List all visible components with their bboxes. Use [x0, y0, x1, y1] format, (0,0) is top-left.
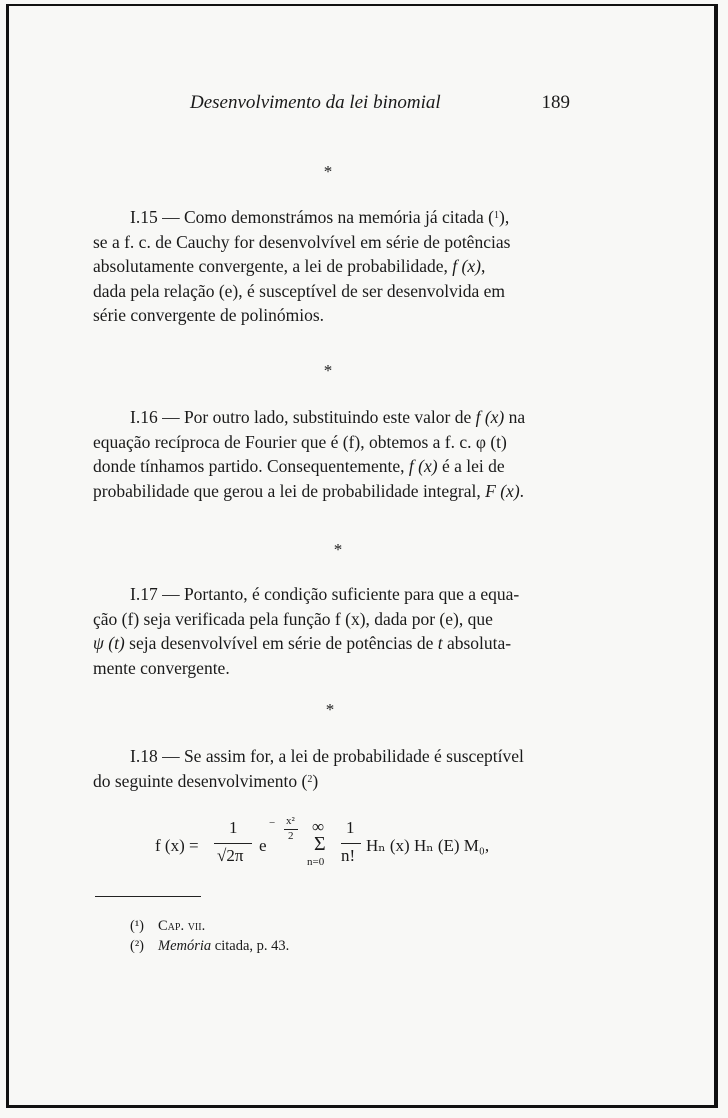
paragraph-i17: I.17 — Portanto, é condição suficiente para que a equa- ção (f) seja verificada pela função f (x), dada por (e), que ψ (t) seja desenvolvível em série de potências de t absoluta- mente convergente. [93, 584, 520, 678]
section-separator: * [333, 540, 343, 559]
page-border [6, 4, 718, 1108]
footnote-ref[interactable]: 1 [494, 210, 500, 221]
section-separator: * [323, 162, 333, 181]
section-separator: * [325, 700, 335, 719]
chapter-title: Desenvolvimento da lei binomial [190, 92, 441, 113]
page-number: 189 [541, 92, 570, 113]
footnote-1: (¹) Cap. vii. [130, 918, 206, 934]
paragraph-i16: I.16 — Por outro lado, substituindo este valor de f (x) na equação recíproca de Fourier que é (f), obtemos a f. c. φ (t) donde tínhamos partido. Consequentemente, f (x) é a lei de probabilidade que gerou a lei de probabilidade integral, F (x). [93, 407, 526, 501]
footnote-ref[interactable]: 2 [307, 773, 313, 785]
section-separator: * [323, 361, 333, 380]
paragraph-i18: I.18 — Se assim for, a lei de probabilidade é susceptível do seguinte desenvolvimento ($^2$) [93, 746, 524, 791]
paragraph-i15: I.15 — Como demonstrámos na memória já citada ($^1$), se a f. c. de Cauchy for desenvolvível em série de potências absolutamente convergente, a lei de probabilidade, f (x), dada pela relação (e), é susceptível de ser desenvolvida em série convergente de polinómios. [93, 207, 511, 325]
binomial-formula: f (x) = 1 √2π e − x² 2 ∞ Σ n=0 1 n! Hₙ (x) Hₙ (E) M₀, [155, 815, 490, 868]
footnote-2: (²) Memória citada, p. 43. [130, 938, 290, 954]
footnote-rule [95, 896, 201, 897]
